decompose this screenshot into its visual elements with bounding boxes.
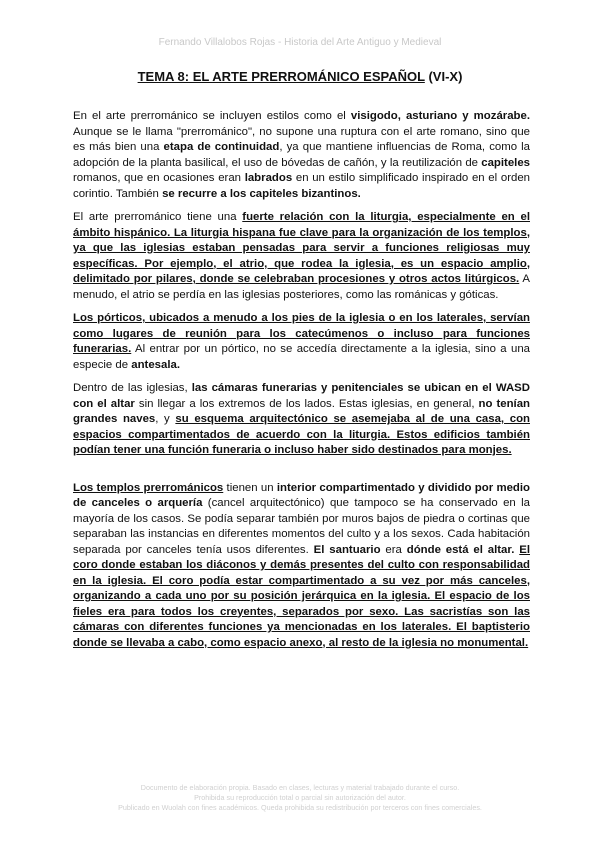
- paragraph-porticos: [73, 311, 530, 373]
- bold-run: capiteles: [481, 156, 530, 169]
- text-run: sin llegar a los extremos de los lados. Estas iglesias, en general,: [134, 397, 479, 410]
- footer-line: Documento de elaboración propia. Basado en clases, lecturas y material trabajado durante el curso.: [140, 783, 460, 792]
- text-run: era: [380, 543, 407, 556]
- bold-run: antesala.: [131, 358, 181, 371]
- bold-run: etapa de continuidad: [163, 141, 280, 153]
- bold-run: las cámaras funerarias y penitenciales se ubican en el WASD con el altar: [73, 382, 530, 410]
- text-run: A menudo, el atrio se perdía en las iglesias posteriores, como las románicas y góticas.: [73, 273, 530, 301]
- page-header: Fernando Villalobos Rojas - Historia del Arte Antiguo y Medieval: [158, 37, 442, 48]
- text-run: , y: [155, 413, 176, 425]
- bold-run: visigodo, asturiano y mozárabe.: [350, 110, 531, 122]
- text-run: En el arte prerrománico se incluyen estilos como el: [73, 110, 351, 122]
- bold-underline-run: Los templos prerrománicos: [73, 481, 224, 494]
- bold-run: interior compartimentado y dividido por medio de canceles o arquería: [73, 481, 530, 509]
- bold-run: se recurre a los capiteles bizantinos.: [162, 187, 361, 200]
- bold-run: El santuario: [313, 543, 381, 556]
- bold-run: no tenían grandes naves: [73, 397, 531, 425]
- text-run: Dentro de las iglesias,: [73, 382, 192, 394]
- text-run: romanos, que en ocasiones eran: [73, 172, 245, 184]
- text-run: tienen un: [223, 481, 277, 494]
- bold-underline-run: fuerte relación con la liturgia, especialmente en el ámbito hispánico. La liturgia hispana fue clave para la organización de los templos, ya que las iglesias estaban pensadas para servir a funciones religiosas muy específicas. Por ejemplo, el atrio, que rodea la iglesia, es un espacio amplio, delimitado por pilares, donde se celebraban procesiones y otros actos litúrgicos.: [73, 211, 530, 285]
- bold-underline-run: su esquema arquitectónico se asemejaba al de una casa, con espacios compartimentados de acuerdo con la liturgia. Estos edificios también podían tener una función funeraria o incluso haber sido destinados para monjes.: [73, 413, 530, 456]
- text-run: Aunque se le llama "prerrománico", no supone una ruptura con el arte romano, sino que es más bien una: [73, 125, 530, 153]
- bold-underline-run: El coro donde estaban los diáconos y demás presentes del culto con responsabilidad en la iglesia. El coro podía estar compartimentado a su vez por más canceles, organizando a cada uno por su posición jerárquica en la iglesia. El espacio de los fieles era para todos los creyentes, separados por sexo. Las sacristías son las cámaras con diferentes funciones ya mencionadas en los laterales. El baptisterio donde se llevaba a cabo, como espacio anexo, al resto de la iglesia no monumental.: [73, 543, 530, 649]
- paragraph-intro: [73, 109, 530, 202]
- bold-underline-run: Los pórticos, ubicados a menudo a los pies de la iglesia o en los laterales, servían como lugares de reunión para los catecúmenos o incluso para funciones funerarias.: [73, 312, 530, 355]
- footer-line: Publicado en Wuolah con fines académicos. Queda prohibida su redistribución por terceros con fines comerciales.: [118, 803, 482, 812]
- text-run: (cancel arquitectónico) que tampoco se ha conservado en la mayoría de los casos. Se podía separar también por muros bajos de piedra o cortinas que separaban las instancias en diferentes momentos del culto y a los sexos. Cada habitación separada por canceles tenía usos diferentes.: [73, 497, 530, 556]
- text-run: en un estilo simplificado inspirado en el orden corintio. También: [73, 172, 530, 200]
- text-run: , ya que mantiene influencias de Roma, como la adopción de la planta basilical, el uso de bóvedas de cañón, y la reutilización de: [73, 141, 531, 169]
- title-main: TEMA 8: EL ARTE PRERROMÁNICO ESPAÑOL: [137, 69, 425, 84]
- text-run: El arte prerrománico tiene una: [73, 211, 243, 223]
- document-body: [73, 109, 530, 659]
- page-footer: [60, 783, 540, 813]
- bold-run: labrados: [244, 172, 293, 184]
- paragraph-templos: [73, 481, 530, 652]
- title-range: (VI-X): [428, 69, 463, 84]
- paragraph-camaras: [73, 381, 530, 459]
- footer-line: Prohibida su reproducción total o parcial sin autorización del autor.: [194, 793, 406, 802]
- text-run: Al entrar por un pórtico, no se accedía directamente a la iglesia, sino a una especie de: [73, 343, 530, 371]
- page-title: [0, 69, 600, 84]
- paragraph-liturgy: [73, 210, 530, 303]
- bold-run: dónde está el altar.: [406, 543, 515, 556]
